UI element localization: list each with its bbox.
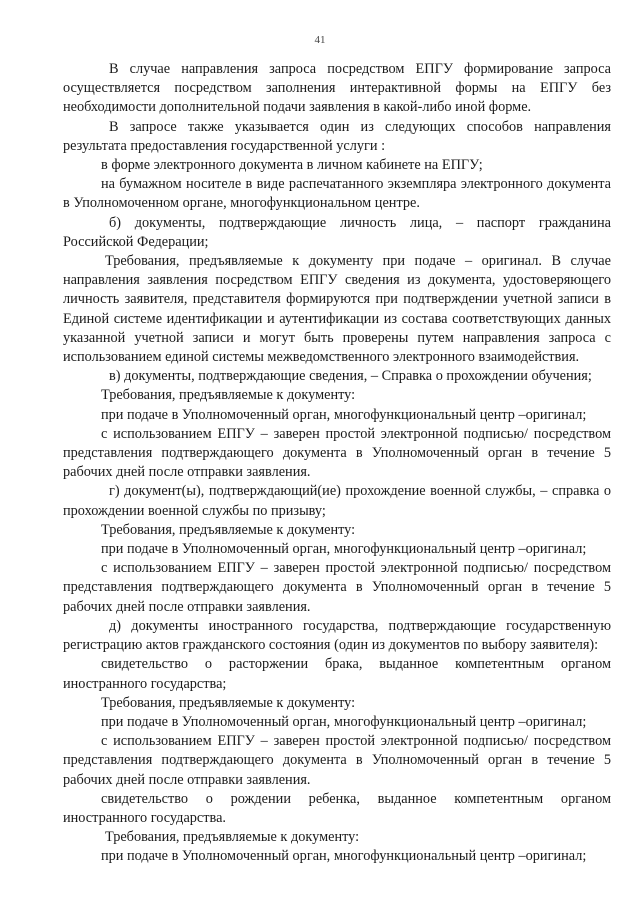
paragraph: с использованием ЕПГУ – заверен простой электронной подписью/ посредством представления подтверждающего документа в Уполномоченный орган в течение 5 рабочих дней после отправки заявления. bbox=[63, 733, 611, 788]
body-text bbox=[63, 60, 611, 867]
paragraph: Требования, предъявляемые к документу: bbox=[105, 829, 360, 846]
paragraph: Требования, предъявляемые к документу при подаче – оригинал. В случае направления заявления посредством ЕПГУ сведения из документа, удостоверяющего личность заявителя, представителя формируются при подтверждении учетной записи в Единой системе идентификации и аутентификации из состава соответствующих данных указанной учетной записи и могут быть проверены путем направления запроса с использованием единой системы межведомственного электронного взаимодействия. bbox=[63, 253, 611, 366]
paragraph: Требования, предъявляемые к документу: bbox=[101, 387, 356, 404]
paragraph: свидетельство о расторжении брака, выданное компетентным органом иностранного государства; bbox=[63, 656, 611, 692]
paragraph: с использованием ЕПГУ – заверен простой электронной подписью/ посредством представления подтверждающего документа в Уполномоченный орган в течение 5 рабочих дней после отправки заявления. bbox=[63, 425, 611, 481]
paragraph: Требования, предъявляемые к документу: bbox=[101, 521, 356, 538]
paragraph: в форме электронного документа в личном кабинете на ЕПГУ; bbox=[101, 157, 483, 174]
paragraph: в) документы, подтверждающие сведения, – Справка о прохождении обучения; bbox=[109, 368, 592, 385]
paragraph: при подаче в Уполномоченный орган, многофункциональный центр –оригинал; bbox=[101, 848, 587, 865]
paragraph: В запросе также указывается один из следующих способов направления результата предоставления государственной услуги : bbox=[63, 118, 611, 154]
paragraph: при подаче в Уполномоченный орган, многофункциональный центр –оригинал; bbox=[101, 541, 587, 558]
page-number: 41 bbox=[314, 34, 326, 46]
paragraph: б) документы, подтверждающие личность лица, – паспорт гражданина Российской Федерации; bbox=[63, 214, 611, 250]
paragraph: д) документы иностранного государства, подтверждающие государственную регистрацию актов гражданского состояния (один из документов по выбору заявителя): bbox=[63, 617, 611, 654]
paragraph: с использованием ЕПГУ – заверен простой электронной подписью/ посредством представления подтверждающего документа в Уполномоченный орган в течение 5 рабочих дней после отправки заявления. bbox=[63, 560, 611, 615]
paragraph: при подаче в Уполномоченный орган, многофункциональный центр –оригинал; bbox=[101, 713, 587, 730]
paragraph: г) документ(ы), подтверждающий(ие) прохождение военной службы, – справка о прохождении военной службы по призыву; bbox=[63, 483, 611, 519]
paragraph: при подаче в Уполномоченный орган, многофункциональный центр –оригинал; bbox=[101, 406, 587, 423]
paragraph: Требования, предъявляемые к документу: bbox=[101, 694, 356, 711]
paragraph: на бумажном носителе в виде распечатанного экземпляра электронного документа в Уполномоченном органе, многофункциональном центре. bbox=[63, 176, 611, 212]
paragraph: В случае направления запроса посредством ЕПГУ формирование запроса осуществляется посредством заполнения интерактивной формы на ЕПГУ без необходимости дополнительной подачи заявления в какой-либо иной форме. bbox=[63, 61, 611, 116]
paragraph: свидетельство о рождении ребенка, выданное компетентным органом иностранного государства. bbox=[63, 790, 611, 826]
